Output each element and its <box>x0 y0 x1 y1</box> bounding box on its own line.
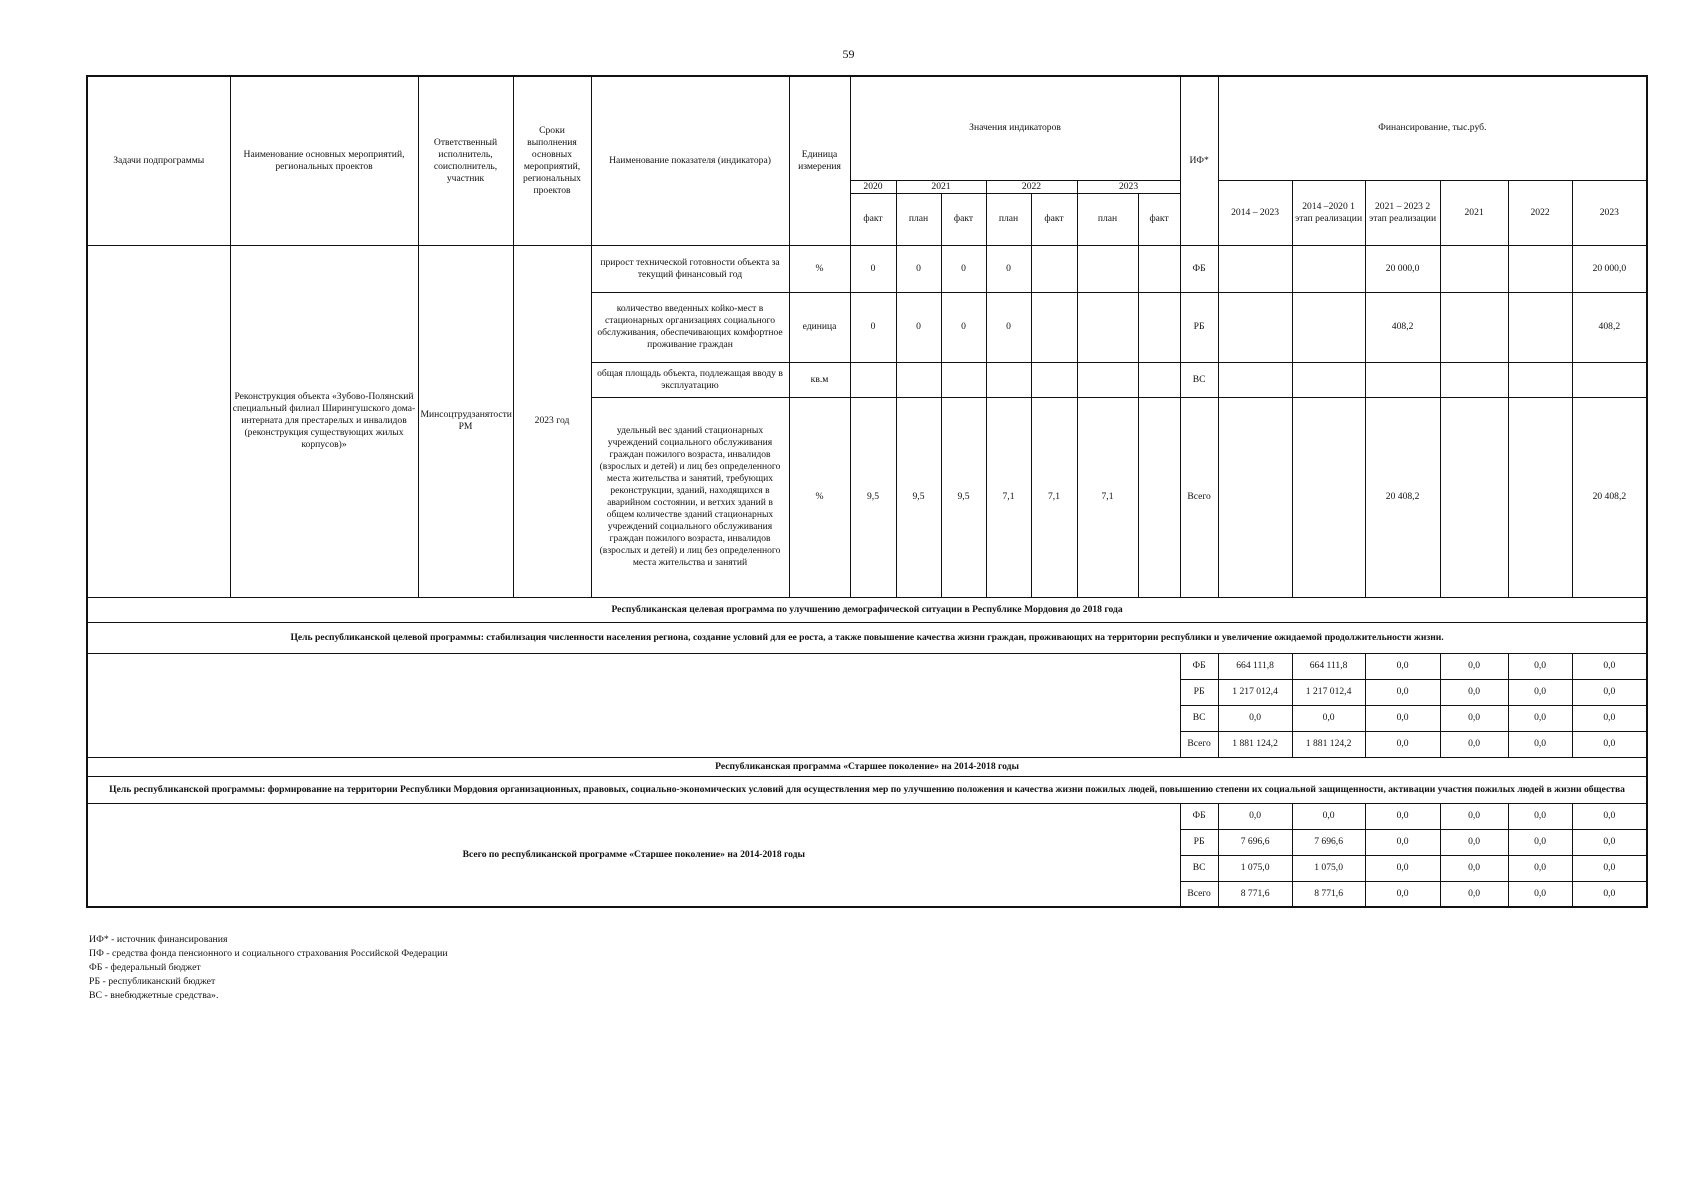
fin-cell: 0,0 <box>1508 855 1572 881</box>
value-cell <box>941 362 986 397</box>
fin-cell: 0,0 <box>1440 829 1508 855</box>
hdr-2022-fact: факт <box>1031 193 1077 245</box>
fin-cell <box>1218 397 1292 597</box>
hdr-year-2023: 2023 <box>1077 180 1180 193</box>
fin-cell <box>1218 292 1292 362</box>
value-cell: 7,1 <box>986 397 1031 597</box>
value-cell <box>1138 397 1180 597</box>
fin-cell: 0,0 <box>1572 653 1647 679</box>
value-cell <box>1138 292 1180 362</box>
fin-cell: 1 075,0 <box>1218 855 1292 881</box>
value-cell: 0 <box>850 245 896 292</box>
fin-cell: 0,0 <box>1508 705 1572 731</box>
footnote: РБ - республиканский бюджет <box>89 976 216 987</box>
fin-cell: 0,0 <box>1572 855 1647 881</box>
unit-cell: % <box>789 245 850 292</box>
table-row <box>87 803 1647 829</box>
fin-cell: 0,0 <box>1365 829 1440 855</box>
fin-cell: 7 696,6 <box>1292 829 1365 855</box>
source-cell: РБ <box>1180 292 1218 362</box>
fin-cell <box>1292 397 1365 597</box>
indicator-name: удельный вес зданий стационарных учреждений социального обслуживания граждан пожилого возраста, инвалидов (взрослых и детей) и лиц без определенного места жительства и занятий, требующих реконструкции, зданий, находящихся в аварийном состоянии, и ветхих зданий в общем количестве зданий стационарных учреждений социального обслуживания граждан пожилого возраста, инвалидов (взрослых и детей) и лиц без определенного места жительства и занятий <box>591 397 789 597</box>
value-cell <box>1031 362 1077 397</box>
hdr-source: ИФ* <box>1180 76 1218 245</box>
source-cell: РБ <box>1180 679 1218 705</box>
hdr-fin-2014-2023: 2014 – 2023 <box>1218 180 1292 245</box>
fin-cell <box>1218 245 1292 292</box>
fin-cell: 0,0 <box>1440 653 1508 679</box>
hdr-2023-fact: факт <box>1138 193 1180 245</box>
indicator-name: прирост технической готовности объекта за текущий финансовый год <box>591 245 789 292</box>
source-cell: Всего <box>1180 397 1218 597</box>
source-cell: РБ <box>1180 829 1218 855</box>
hdr-activities: Наименование основных мероприятий, региональных проектов <box>230 76 418 245</box>
fin-cell <box>1508 245 1572 292</box>
activity-cell: Реконструкция объекта «Зубово-Полянский специальный филиал Ширингушского дома-интерната для престарелых и инвалидов (реконструкция существующих жилых корпусов)» <box>230 245 418 597</box>
fin-cell: 0,0 <box>1440 803 1508 829</box>
fin-cell: 0,0 <box>1365 855 1440 881</box>
fin-cell: 0,0 <box>1572 803 1647 829</box>
fin-cell: 0,0 <box>1572 829 1647 855</box>
program1-title: Республиканская целевая программа по улучшению демографической ситуации в Республике Мордовия до 2018 года <box>87 597 1647 622</box>
value-cell <box>1031 245 1077 292</box>
fin-cell: 0,0 <box>1365 679 1440 705</box>
fin-cell: 0,0 <box>1292 705 1365 731</box>
value-cell: 0 <box>896 245 941 292</box>
value-cell: 7,1 <box>1031 397 1077 597</box>
fin-cell: 0,0 <box>1440 679 1508 705</box>
fin-cell <box>1572 362 1647 397</box>
value-cell: 9,5 <box>896 397 941 597</box>
value-cell: 0 <box>850 292 896 362</box>
fin-cell <box>1365 362 1440 397</box>
fin-cell: 20 000,0 <box>1572 245 1647 292</box>
value-cell <box>850 362 896 397</box>
footnote: ФБ - федеральный бюджет <box>89 962 201 973</box>
fin-cell <box>1440 397 1508 597</box>
fin-cell: 664 111,8 <box>1218 653 1292 679</box>
fin-cell: 0,0 <box>1365 881 1440 907</box>
fin-cell: 0,0 <box>1508 653 1572 679</box>
financing-table <box>86 75 1648 908</box>
fin-cell <box>1440 245 1508 292</box>
fin-cell: 0,0 <box>1572 705 1647 731</box>
hdr-2020-fact: факт <box>850 193 896 245</box>
fin-cell: 8 771,6 <box>1292 881 1365 907</box>
task-cell <box>87 245 230 597</box>
fin-cell <box>1292 292 1365 362</box>
fin-cell: 20 408,2 <box>1365 397 1440 597</box>
fin-cell <box>1508 397 1572 597</box>
indicator-name: количество введенных койко-мест в стационарных организациях социального обслуживания, обеспечивающих комфортное проживание граждан <box>591 292 789 362</box>
fin-cell: 0,0 <box>1572 731 1647 757</box>
source-cell: ВС <box>1180 855 1218 881</box>
unit-cell: % <box>789 397 850 597</box>
value-cell <box>1077 245 1138 292</box>
fin-cell: 0,0 <box>1508 881 1572 907</box>
fin-cell: 0,0 <box>1218 803 1292 829</box>
page-number: 59 <box>842 47 855 61</box>
hdr-year-2020: 2020 <box>850 180 896 193</box>
fin-cell <box>1508 292 1572 362</box>
footnote: ИФ* - источник финансирования <box>89 934 228 945</box>
hdr-fin-2022: 2022 <box>1508 180 1572 245</box>
fin-cell: 20 408,2 <box>1572 397 1647 597</box>
fin-cell: 408,2 <box>1572 292 1647 362</box>
fin-cell: 0,0 <box>1508 803 1572 829</box>
value-cell: 7,1 <box>1077 397 1138 597</box>
hdr-fin-2023: 2023 <box>1572 180 1647 245</box>
fin-cell: 0,0 <box>1218 705 1292 731</box>
fin-cell: 8 771,6 <box>1218 881 1292 907</box>
source-cell: ФБ <box>1180 653 1218 679</box>
hdr-financing: Финансирование, тыс.руб. <box>1218 76 1647 180</box>
hdr-indicator-name: Наименование показателя (индикатора) <box>591 76 789 245</box>
hdr-tasks: Задачи подпрограммы <box>87 76 230 245</box>
value-cell: 0 <box>986 245 1031 292</box>
fin-cell: 0,0 <box>1292 803 1365 829</box>
program2-title: Республиканская программа «Старшее поколение» на 2014-2018 годы <box>87 757 1647 776</box>
program2-total-label: Всего по республиканской программе «Старшее поколение» на 2014-2018 годы <box>87 803 1180 907</box>
footnote: ПФ - средства фонда пенсионного и социального страхования Российской Федерации <box>89 948 448 959</box>
value-cell <box>1077 292 1138 362</box>
value-cell <box>896 362 941 397</box>
term-cell: 2023 год <box>513 245 591 597</box>
source-cell: ФБ <box>1180 245 1218 292</box>
hdr-fin-stage1: 2014 –2020 1 этап реализации <box>1292 180 1365 245</box>
source-cell: ВС <box>1180 705 1218 731</box>
fin-cell: 1 075,0 <box>1292 855 1365 881</box>
fin-cell: 0,0 <box>1508 731 1572 757</box>
source-cell: Всего <box>1180 731 1218 757</box>
fin-cell: 0,0 <box>1365 803 1440 829</box>
fin-cell <box>1218 362 1292 397</box>
hdr-terms: Сроки выполнения основных мероприятий, региональных проектов <box>513 76 591 245</box>
unit-cell: кв.м <box>789 362 850 397</box>
fin-cell <box>1440 292 1508 362</box>
source-cell: ФБ <box>1180 803 1218 829</box>
fin-cell: 0,0 <box>1365 731 1440 757</box>
fin-cell <box>1292 245 1365 292</box>
fin-cell: 0,0 <box>1572 679 1647 705</box>
fin-cell: 1 217 012,4 <box>1292 679 1365 705</box>
table-row <box>87 653 1647 679</box>
hdr-2023-plan: план <box>1077 193 1138 245</box>
hdr-2022-plan: план <box>986 193 1031 245</box>
fin-cell: 0,0 <box>1440 705 1508 731</box>
hdr-executor: Ответственный исполнитель, соисполнитель, участник <box>418 76 513 245</box>
fin-cell <box>1508 362 1572 397</box>
table-row <box>87 245 1647 292</box>
hdr-unit: Единица измерения <box>789 76 850 245</box>
fin-cell: 20 000,0 <box>1365 245 1440 292</box>
value-cell: 0 <box>986 292 1031 362</box>
footnote: ВС - внебюджетные средства». <box>89 990 219 1001</box>
hdr-indicator-values: Значения индикаторов <box>850 76 1180 180</box>
fin-cell: 0,0 <box>1572 881 1647 907</box>
hdr-2021-plan: план <box>896 193 941 245</box>
value-cell <box>1138 245 1180 292</box>
value-cell <box>1031 292 1077 362</box>
fin-cell: 0,0 <box>1365 653 1440 679</box>
footnotes <box>89 933 448 1003</box>
value-cell: 9,5 <box>850 397 896 597</box>
fin-cell: 0,0 <box>1440 731 1508 757</box>
fin-cell <box>1292 362 1365 397</box>
fin-cell: 7 696,6 <box>1218 829 1292 855</box>
source-cell: Всего <box>1180 881 1218 907</box>
value-cell: 9,5 <box>941 397 986 597</box>
value-cell <box>986 362 1031 397</box>
fin-cell: 664 111,8 <box>1292 653 1365 679</box>
hdr-fin-stage2: 2021 – 2023 2 этап реализации <box>1365 180 1440 245</box>
hdr-fin-2021: 2021 <box>1440 180 1508 245</box>
hdr-2021-fact: факт <box>941 193 986 245</box>
value-cell: 0 <box>896 292 941 362</box>
fin-cell: 0,0 <box>1508 679 1572 705</box>
fin-cell: 1 881 124,2 <box>1292 731 1365 757</box>
value-cell: 0 <box>941 245 986 292</box>
hdr-year-2021: 2021 <box>896 180 986 193</box>
fin-cell: 0,0 <box>1508 829 1572 855</box>
fin-cell: 0,0 <box>1365 705 1440 731</box>
fin-cell <box>1440 362 1508 397</box>
fin-cell: 1 217 012,4 <box>1218 679 1292 705</box>
fin-cell: 0,0 <box>1440 881 1508 907</box>
fin-cell: 0,0 <box>1440 855 1508 881</box>
indicator-name: общая площадь объекта, подлежащая вводу в эксплуатацию <box>591 362 789 397</box>
unit-cell: единица <box>789 292 850 362</box>
program1-goal: Цель республиканской целевой программы: стабилизация численности населения региона, создание условий для ее роста, а также повышение качества жизни граждан, проживающих на территории республики и увеличение ожидаемой продолжительности жизни. <box>87 622 1647 653</box>
program2-goal: Цель республиканской программы: формирование на территории Республики Мордовия организационных, правовых, социально-экономических условий для осуществления мер по улучшению положения и качества жизни пожилых людей, повышению степени их социальной защищенности, активации участия пожилых людей в жизни общества <box>87 776 1647 803</box>
value-cell <box>1077 362 1138 397</box>
value-cell: 0 <box>941 292 986 362</box>
fin-cell: 1 881 124,2 <box>1218 731 1292 757</box>
hdr-year-2022: 2022 <box>986 180 1077 193</box>
fin-cell: 408,2 <box>1365 292 1440 362</box>
executor-cell: Минсоцтрудзанятости РМ <box>418 245 513 597</box>
source-cell: ВС <box>1180 362 1218 397</box>
value-cell <box>1138 362 1180 397</box>
program1-blank <box>87 653 1180 757</box>
